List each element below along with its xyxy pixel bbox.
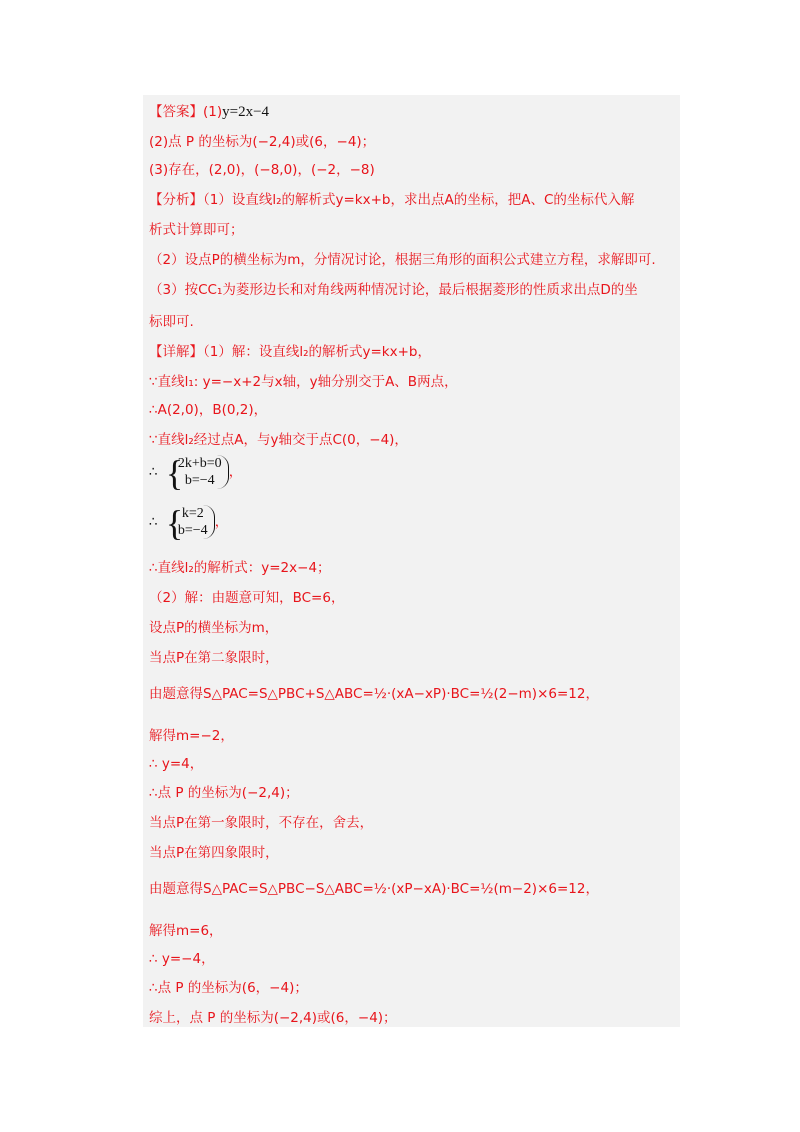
detail-line-18: ∴点 P 的坐标为(6，−4)； (149, 980, 308, 996)
detail-line-17: ∴ y=−4， (149, 951, 215, 967)
detail-line-16: 解得m=6， (149, 923, 223, 939)
brace-system-2: { k=2 b=−4 (166, 505, 215, 539)
detail-line-4: ∵直线l₂经过点A，与y轴交于点C(0，−4)， (149, 432, 408, 448)
analysis-line-3: （2）设点P的横坐标为m，分情况讨论，根据三角形的面积公式建立方程，求解即可. (149, 252, 656, 268)
detail-tag: 【详解】 (149, 344, 203, 360)
answer-1-math: y=2x−4 (222, 104, 270, 120)
detail-line-12: ∴点 P 的坐标为(−2,4)； (149, 785, 299, 801)
analysis-tag: 【分析】 (149, 192, 203, 208)
detail-line-1: 【详解】（1）解：设直线l₂的解析式y=kx+b， (149, 344, 431, 360)
detail-line-14: 当点P在第四象限时， (149, 845, 279, 861)
detail-line-7: 设点P的横坐标为m， (149, 620, 279, 636)
answer-line-1: 【答案】(1)y=2x−4 (149, 104, 270, 120)
answer-tag: 【答案】 (149, 104, 203, 120)
analysis-line-1: 【分析】（1）设直线l₂的解析式y=kx+b，求出点A的坐标，把A、C的坐标代入解 (149, 192, 635, 208)
detail-line-15: 由题意得S△PAC=S△PBC−S△ABC=½·(xP−xA)·BC=½(m−2)×6=12， (149, 881, 599, 897)
analysis-line-4: （3）按CC₁为菱形边长和对角线两种情况讨论，最后根据菱形的性质求出点D的坐 (149, 282, 638, 298)
answer-line-3: (3)存在，(2,0)，(−8,0)，(−2，−8) (149, 162, 375, 178)
detail-line-2: ∵直线l₁: y=−x+2与x轴，y轴分别交于A、B两点， (149, 374, 458, 390)
equation-system-2: ∴ { k=2 b=−4 ， (149, 503, 229, 543)
detail-line-5: ∴直线l₂的解析式：y=2x−4； (149, 560, 331, 576)
detail-line-10: 解得m=−2， (149, 728, 234, 744)
detail-line-9: 由题意得S△PAC=S△PBC+S△ABC=½·(xA−xP)·BC=½(2−m)×6=12， (149, 686, 599, 702)
detail-line-6: （2）解：由题意可知，BC=6， (149, 590, 345, 606)
detail-line-11: ∴ y=4， (149, 756, 204, 772)
detail-line-13: 当点P在第一象限时，不存在，舍去， (149, 815, 374, 831)
analysis-line-5: 标即可. (149, 314, 194, 330)
analysis-line-2: 析式计算即可； (149, 222, 244, 238)
equation-system-1: ∴ { 2k+b=0 b=−4 ， (149, 453, 243, 493)
detail-line-3: ∴A(2,0)，B(0,2)， (149, 402, 268, 418)
brace-system-1: { 2k+b=0 b=−4 (166, 455, 229, 489)
detail-line-8: 当点P在第二象限时， (149, 650, 279, 666)
detail-line-19: 综上，点 P 的坐标为(−2,4)或(6，−4)； (149, 1010, 397, 1026)
answer-line-2: (2)点 P 的坐标为(−2,4)或(6，−4)； (149, 134, 376, 150)
